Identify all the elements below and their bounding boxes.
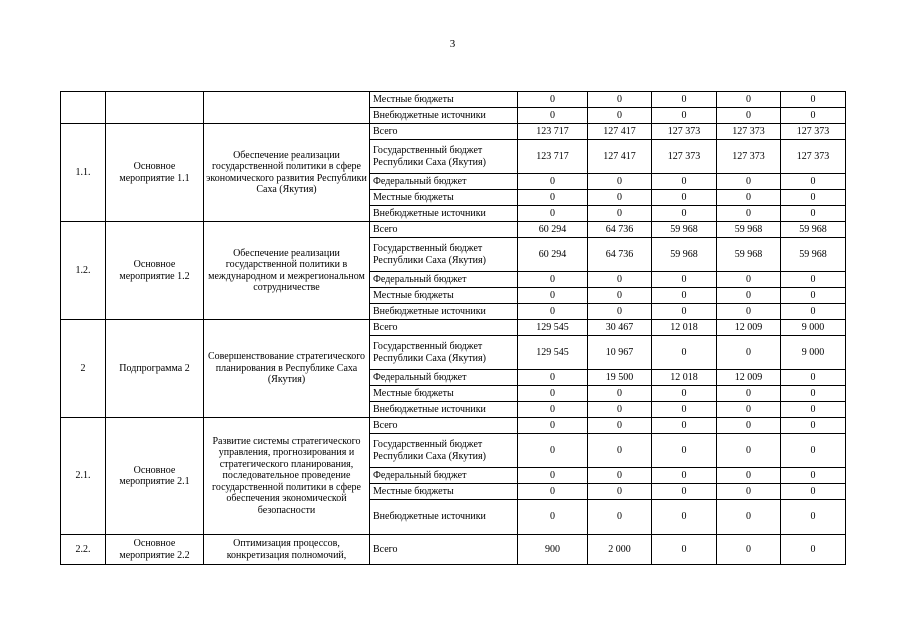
cell-source: Государственный бюджет Республики Саха (Якутия) [370,140,518,174]
table-row [61,222,846,238]
cell-value: 0 [717,386,781,402]
cell-description: Обеспечение реализации государственной политики в международном и межрегиональном сотрудничестве [204,222,370,320]
cell-value: 0 [652,108,717,124]
cell-value: 0 [588,304,652,320]
cell-value: 0 [717,206,781,222]
cell-value: 0 [518,92,588,108]
cell-value: 0 [652,434,717,468]
cell-source: Местные бюджеты [370,484,518,500]
cell-source: Внебюджетные источники [370,500,518,535]
cell-source: Всего [370,124,518,140]
cell-value: 0 [518,484,588,500]
cell-value: 0 [518,272,588,288]
cell-source: Внебюджетные источники [370,108,518,124]
cell-value: 0 [717,468,781,484]
cell-value: 0 [652,92,717,108]
cell-value: 0 [588,434,652,468]
cell-value: 0 [781,108,846,124]
cell-value: 127 373 [781,140,846,174]
cell-source: Государственный бюджет Республики Саха (Якутия) [370,238,518,272]
cell-value: 10 967 [588,336,652,370]
cell-value: 12 018 [652,320,717,336]
cell-source: Всего [370,222,518,238]
cell-source: Местные бюджеты [370,190,518,206]
cell-value: 0 [781,484,846,500]
cell-value: 0 [518,434,588,468]
budget-table [60,91,846,565]
table-row [61,535,846,565]
cell-value: 0 [781,190,846,206]
cell-value: 0 [652,386,717,402]
cell-code: 2 [61,320,106,418]
cell-name: Основное мероприятие 2.1 [106,418,204,535]
cell-name: Основное мероприятие 1.1 [106,124,204,222]
cell-description: Развитие системы стратегического управления, прогнозирования и стратегического планирования, последовательное проведение государственной политики в сфере обеспечения экономической безопасности [204,418,370,535]
cell-value: 0 [588,386,652,402]
cell-value: 0 [717,535,781,565]
cell-value: 127 417 [588,140,652,174]
cell-value: 0 [518,190,588,206]
cell-value: 64 736 [588,222,652,238]
cell-value: 0 [652,174,717,190]
cell-value: 0 [652,468,717,484]
cell-value: 64 736 [588,238,652,272]
cell-value: 0 [781,434,846,468]
cell-value: 59 968 [781,222,846,238]
cell-value: 12 018 [652,370,717,386]
cell-value: 0 [781,418,846,434]
table-row [61,418,846,434]
cell-source: Внебюджетные источники [370,304,518,320]
cell-value: 0 [781,370,846,386]
cell-value: 0 [588,402,652,418]
cell-value: 59 968 [652,238,717,272]
cell-source: Всего [370,418,518,434]
cell-value: 0 [518,370,588,386]
cell-value: 19 500 [588,370,652,386]
cell-value: 0 [588,500,652,535]
cell-value: 0 [652,288,717,304]
cell-value: 0 [518,386,588,402]
cell-value: 127 373 [652,124,717,140]
cell-value: 0 [781,468,846,484]
cell-description: Обеспечение реализации государственной политики в сфере экономического развития Республики Саха (Якутия) [204,124,370,222]
cell-value: 0 [781,304,846,320]
cell-value: 9 000 [781,336,846,370]
cell-value: 0 [588,418,652,434]
cell-value: 0 [588,272,652,288]
cell-value: 2 000 [588,535,652,565]
cell-value: 0 [717,174,781,190]
cell-source: Государственный бюджет Республики Саха (Якутия) [370,434,518,468]
cell-value: 127 373 [781,124,846,140]
cell-value: 59 968 [652,222,717,238]
table-row [61,320,846,336]
table-body [61,92,846,565]
page-number: 3 [449,38,456,50]
cell-value: 0 [518,500,588,535]
cell-value: 0 [652,206,717,222]
cell-value: 0 [652,190,717,206]
cell-source: Федеральный бюджет [370,468,518,484]
cell-value: 0 [781,174,846,190]
cell-source: Местные бюджеты [370,92,518,108]
cell-source: Федеральный бюджет [370,370,518,386]
cell-value: 0 [652,272,717,288]
cell-value: 59 968 [717,222,781,238]
cell-value: 0 [717,92,781,108]
cell-source: Всего [370,320,518,336]
cell-description: Оптимизация процессов, конкретизация полномочий, [204,535,370,565]
cell-value: 123 717 [518,140,588,174]
cell-source: Местные бюджеты [370,386,518,402]
cell-value: 0 [588,92,652,108]
cell-value: 12 009 [717,370,781,386]
cell-value: 0 [652,418,717,434]
cell-source: Всего [370,535,518,565]
cell-value: 60 294 [518,238,588,272]
cell-value: 127 373 [717,124,781,140]
cell-value: 129 545 [518,336,588,370]
cell-value: 0 [717,288,781,304]
cell-value: 0 [717,434,781,468]
cell-value: 0 [588,468,652,484]
cell-value: 0 [518,402,588,418]
cell-value: 0 [518,304,588,320]
cell-value: 0 [717,108,781,124]
cell-value: 59 968 [781,238,846,272]
cell-value: 0 [717,500,781,535]
cell-value: 59 968 [717,238,781,272]
cell-value: 0 [717,484,781,500]
cell-value: 0 [518,174,588,190]
cell-value: 60 294 [518,222,588,238]
cell-source: Внебюджетные источники [370,402,518,418]
cell-source: Государственный бюджет Республики Саха (Якутия) [370,336,518,370]
cell-value: 0 [518,418,588,434]
cell-value: 0 [717,304,781,320]
cell-value: 0 [588,484,652,500]
cell-source: Внебюджетные источники [370,206,518,222]
cell-value: 127 373 [717,140,781,174]
cell-source: Федеральный бюджет [370,272,518,288]
cell-value: 0 [781,206,846,222]
cell-code: 2.1. [61,418,106,535]
cell-value: 0 [652,402,717,418]
cell-code [61,92,106,124]
cell-value: 0 [652,535,717,565]
cell-value: 0 [717,418,781,434]
cell-value: 0 [781,535,846,565]
cell-value: 0 [518,288,588,304]
cell-value: 0 [518,108,588,124]
cell-value: 12 009 [717,320,781,336]
cell-code: 2.2. [61,535,106,565]
cell-name: Основное мероприятие 1.2 [106,222,204,320]
cell-value: 0 [518,468,588,484]
cell-value: 0 [781,272,846,288]
cell-value: 0 [781,386,846,402]
cell-name: Основное мероприятие 2.2 [106,535,204,565]
table-row [61,92,846,108]
cell-value: 0 [588,206,652,222]
cell-name: Подпрограмма 2 [106,320,204,418]
cell-value: 0 [652,304,717,320]
cell-value: 127 373 [652,140,717,174]
cell-value: 9 000 [781,320,846,336]
cell-value: 0 [588,190,652,206]
cell-value: 0 [588,288,652,304]
cell-value: 0 [588,174,652,190]
cell-value: 0 [781,288,846,304]
cell-value: 123 717 [518,124,588,140]
cell-name [106,92,204,124]
cell-value: 0 [518,206,588,222]
cell-source: Федеральный бюджет [370,174,518,190]
cell-value: 0 [652,336,717,370]
cell-value: 129 545 [518,320,588,336]
cell-value: 0 [781,402,846,418]
cell-value: 0 [717,190,781,206]
cell-value: 0 [652,500,717,535]
cell-source: Местные бюджеты [370,288,518,304]
cell-value: 0 [781,92,846,108]
table-row [61,124,846,140]
cell-description: Совершенствование стратегического планирования в Республике Саха (Якутия) [204,320,370,418]
cell-value: 0 [588,108,652,124]
cell-description [204,92,370,124]
cell-code: 1.1. [61,124,106,222]
cell-code: 1.2. [61,222,106,320]
cell-value: 0 [717,402,781,418]
cell-value: 0 [781,500,846,535]
cell-value: 0 [717,336,781,370]
cell-value: 0 [652,484,717,500]
cell-value: 0 [717,272,781,288]
cell-value: 900 [518,535,588,565]
cell-value: 127 417 [588,124,652,140]
cell-value: 30 467 [588,320,652,336]
